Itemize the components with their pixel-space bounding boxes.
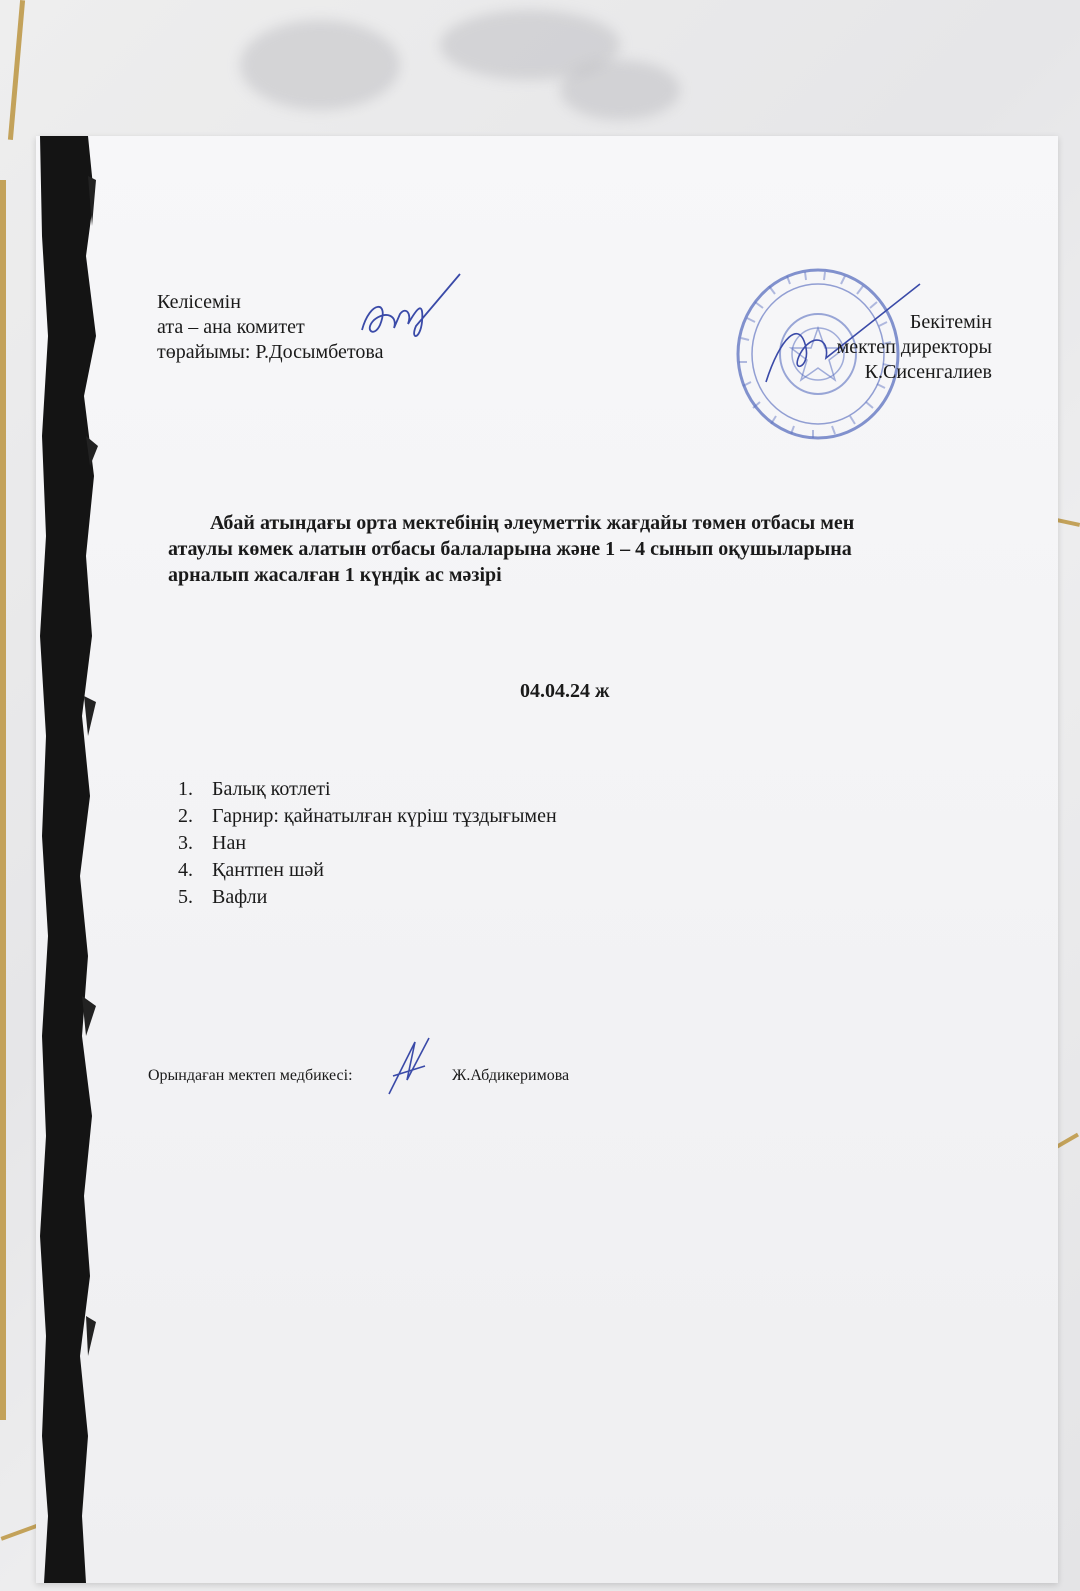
- nurse-label: Орындаған мектеп медбикесі:: [148, 1067, 353, 1084]
- gold-line: [1, 1523, 40, 1540]
- director-name: К.Сисенгалиев: [864, 361, 992, 383]
- gold-line: [0, 180, 6, 1420]
- list-item-label: Қантпен шәй: [212, 859, 324, 881]
- agreed-label: Келісемін: [157, 291, 241, 313]
- nurse-name: Ж.Абдикеримова: [452, 1067, 570, 1084]
- list-item: [178, 884, 557, 911]
- list-item-label: Вафли: [212, 886, 268, 908]
- copier-edge-artifact: [36, 136, 98, 1583]
- list-item-label: Гарнир: қайнатылған күріш тұздығымен: [212, 805, 557, 827]
- list-item: [178, 830, 557, 857]
- approved-block: [837, 310, 992, 385]
- menu-date: 04.04.24 ж: [520, 680, 610, 702]
- list-item-number: 4.: [178, 859, 193, 881]
- committee-label: ата – ана комитет: [157, 316, 305, 338]
- list-item-number: 2.: [178, 805, 193, 827]
- nurse-signature: [385, 1036, 435, 1098]
- document-title: [168, 510, 1008, 588]
- list-item-label: Балық котлеті: [212, 778, 331, 800]
- list-item: [178, 776, 557, 803]
- list-item-number: 5.: [178, 886, 193, 908]
- list-item-number: 3.: [178, 832, 193, 854]
- title-line: арналып жасалған 1 күндік ас мәзірі: [168, 564, 502, 586]
- director-title: мектеп директоры: [836, 336, 992, 358]
- list-item-number: 1.: [178, 778, 193, 800]
- title-line: атаулы көмек алатын отбасы балаларына және 1 – 4 сынып оқушыларына: [168, 538, 852, 560]
- marble-vein: [240, 20, 400, 110]
- menu-list: [178, 776, 557, 911]
- title-line: Абай атындағы орта мектебінің әлеуметтік жағдайы төмен отбасы мен: [210, 512, 855, 534]
- marble-vein: [560, 60, 680, 120]
- committee-chair: төрайымы: Р.Досымбетова: [157, 341, 384, 363]
- list-item: [178, 803, 557, 830]
- approved-label: Бекітемін: [909, 311, 992, 333]
- committee-signature: [350, 270, 470, 350]
- list-item: [178, 857, 557, 884]
- list-item-label: Нан: [212, 832, 247, 854]
- gold-line: [8, 0, 25, 140]
